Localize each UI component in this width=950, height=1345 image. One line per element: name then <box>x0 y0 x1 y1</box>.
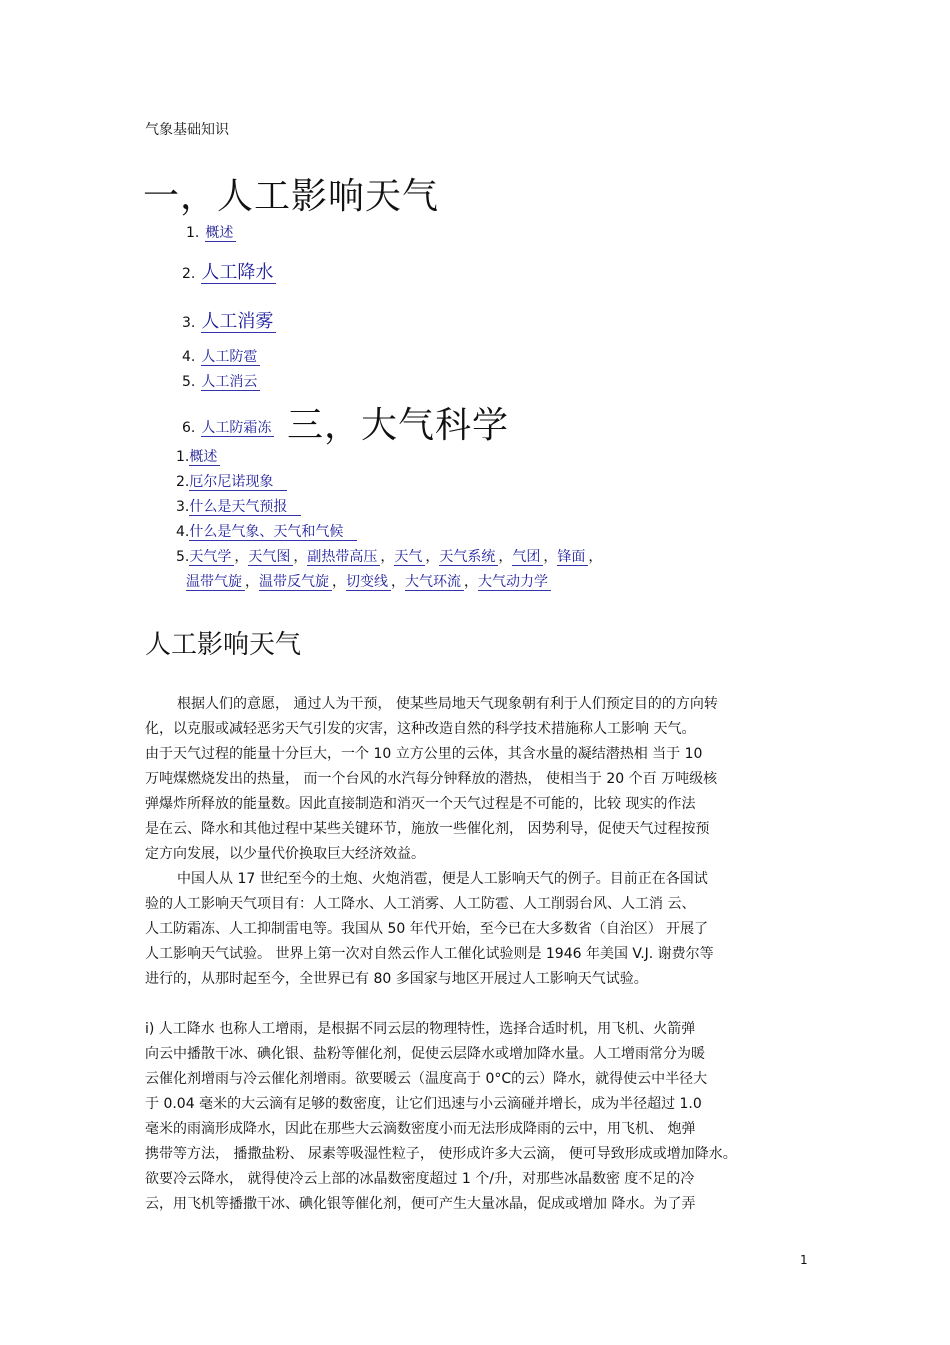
toc-link[interactable]: 厄尔尼诺现象 <box>189 474 287 491</box>
heading-weather-modification: 一，人工影响天气 <box>143 176 440 217</box>
document-label: 气象基础知识 <box>145 122 229 138</box>
term-link-subtropical-high[interactable]: 副热带高压 <box>307 549 380 566</box>
paragraph-line: 是在云、降水和其他过程中某些关键环节，施放一些催化剂， 因势利导，促使天气过程按预 <box>145 821 710 837</box>
section-title: 人工影响天气 <box>145 630 302 660</box>
term-link-atmospheric-dynamics[interactable]: 大气动力学 <box>478 574 551 591</box>
toc-number: 2. <box>176 474 190 490</box>
toc-item-overview[interactable] <box>186 222 236 242</box>
toc-link[interactable]: 什么是天气预报 <box>189 499 301 516</box>
paragraph-line: i) 人工降水 也称人工增雨，是根据不同云层的物理特性，选择合适时机，用飞机、火箭弹 <box>145 1021 696 1037</box>
term-link-general-circulation[interactable]: 大气环流 <box>405 574 464 591</box>
toc3-item-weather-forecast[interactable] <box>176 496 301 516</box>
paragraph-line: 化，以克服或减轻恶劣天气引发的灾害，这种改造自然的科学技术措施称人工影响 天气。 <box>145 721 696 737</box>
toc-item-artificial-precipitation[interactable] <box>182 258 276 284</box>
page-number: 1 <box>800 1253 808 1267</box>
toc-number: 4. <box>176 524 190 540</box>
paragraph-line: 验的人工影响天气项目有：人工降水、人工消雾、人工防雹、人工削弱台风、人工消 云、 <box>145 896 696 912</box>
paragraph-line: 人工影响天气试验。 世界上第一次对自然云作人工催化试验则是 1946 年美国 V.J. 谢费尔等 <box>145 946 714 962</box>
toc-number: 4. <box>182 349 196 365</box>
term-link-air-mass[interactable]: 气团 <box>512 549 543 566</box>
toc3-item-terms-cont: 温带气旋 ，温带反气旋 ，切变线 ，大气环流 ，大气动力学 <box>186 571 551 591</box>
toc-link[interactable]: 人工消云 <box>201 374 260 391</box>
term-link-weather-map[interactable]: 天气图 <box>248 549 293 566</box>
term-link-extratropical-cyclone[interactable]: 温带气旋 <box>186 574 245 591</box>
toc-item-fog-dispersal[interactable] <box>182 307 276 333</box>
paragraph-line: 定方向发展，以少量代价换取巨大经济效益。 <box>145 846 425 862</box>
term-link-extratropical-anticyclone[interactable]: 温带反气旋 <box>259 574 332 591</box>
toc-link[interactable]: 概述 <box>205 225 236 242</box>
paragraph-line: 人工防霜冻、人工抑制雷电等。我国从 50 年代开始，至今已在大多数省（自治区） 开展了 <box>145 921 709 937</box>
toc-item-frost-prevention[interactable] <box>182 417 274 437</box>
paragraph-line: 携带等方法， 播撒盐粉、 尿素等吸湿性粒子， 使形成许多大云滴， 便可导致形成或增加降水。 <box>145 1146 737 1162</box>
toc-link[interactable]: 人工防雹 <box>201 349 260 366</box>
term-link-weather[interactable]: 天气 <box>394 549 425 566</box>
term-link-synoptic-meteorology[interactable]: 天气学 <box>189 549 234 566</box>
paragraph-line: 进行的，从那时起至今，全世界已有 80 多国家与地区开展过人工影响天气试验。 <box>145 971 648 987</box>
toc-item-hail-suppression[interactable] <box>182 346 260 366</box>
toc-item-cloud-dispersal[interactable] <box>182 371 260 391</box>
paragraph-line: 根据人们的意愿， 通过人为干预， 使某些局地天气现象朝有利于人们预定目的的方向转 <box>177 696 718 712</box>
paragraph-line: 弹爆炸所释放的能量数。因此直接制造和消灭一个天气过程是不可能的，比较 现实的作法 <box>145 796 696 812</box>
paragraph-line: 由于天气过程的能量十分巨大，一个 10 立方公里的云体，其含水量的凝结潜热相 当于 10 <box>145 746 703 762</box>
toc-number: 6. <box>182 420 196 436</box>
paragraph-line: 云，用飞机等播撒干冰、碘化银等催化剂，便可产生大量冰晶，促成或增加 降水。为了弄 <box>145 1196 696 1212</box>
toc3-item-overview[interactable] <box>176 446 220 466</box>
toc-link[interactable]: 人工防霜冻 <box>201 420 274 437</box>
paragraph-line: 毫米的雨滴形成降水，因此在那些大云滴数密度小而无法形成降雨的云中，用飞机、 炮弹 <box>145 1121 696 1137</box>
toc3-item-terms: 5.天气学 ，天气图 ，副热带高压 ，天气 ，天气系统 ，气团 ，锋面 ， <box>176 549 603 565</box>
toc-link[interactable]: 什么是气象、天气和气候 <box>189 524 357 541</box>
toc-number: 1. <box>176 449 190 465</box>
term-link-front[interactable]: 锋面 <box>557 549 588 566</box>
toc-number: 1. <box>186 225 200 241</box>
toc3-item-el-nino[interactable] <box>176 471 287 491</box>
toc-link[interactable]: 人工降水 <box>201 262 276 284</box>
toc-number: 3. <box>182 315 196 331</box>
paragraph-line: 于 0.04 毫米的大云滴有足够的数密度，让它们迅速与小云滴碰并增长，成为半径超过 1.0 <box>145 1096 702 1112</box>
term-link-weather-system[interactable]: 天气系统 <box>439 549 498 566</box>
toc-number: 5. <box>182 374 196 390</box>
toc-link[interactable]: 概述 <box>189 449 220 466</box>
paragraph-line: 万吨煤燃烧发出的热量， 而一个台风的水汽每分钟释放的潜热， 使相当于 20 个百 万吨级核 <box>145 771 718 787</box>
toc-number: 2. <box>182 266 196 282</box>
toc3-item-meteorology-weather-climate[interactable] <box>176 521 357 541</box>
paragraph-line: 欲要冷云降水， 就得使冷云上部的冰晶数密度超过 1 个/升，对那些冰晶数密 度不足的冷 <box>145 1171 695 1187</box>
paragraph-line: 向云中播散干冰、碘化银、盐粉等催化剂，促使云层降水或增加降水量。人工增雨常分为暖 <box>145 1046 705 1062</box>
paragraph-line: 中国人从 17 世纪至今的土炮、火炮消雹，便是人工影响天气的例子。目前正在各国试 <box>177 871 708 887</box>
paragraph-line: 云催化剂增雨与冷云催化剂增雨。欲要暖云（温度高于 0°C的云）降水，就得使云中半径大 <box>145 1071 708 1087</box>
heading-atmospheric-science: 三，大气科学 <box>287 405 510 446</box>
toc-link[interactable]: 人工消雾 <box>201 311 276 333</box>
toc-number: 3. <box>176 499 190 515</box>
toc-number: 5. <box>176 549 190 565</box>
term-link-shear-line[interactable]: 切变线 <box>346 574 391 591</box>
